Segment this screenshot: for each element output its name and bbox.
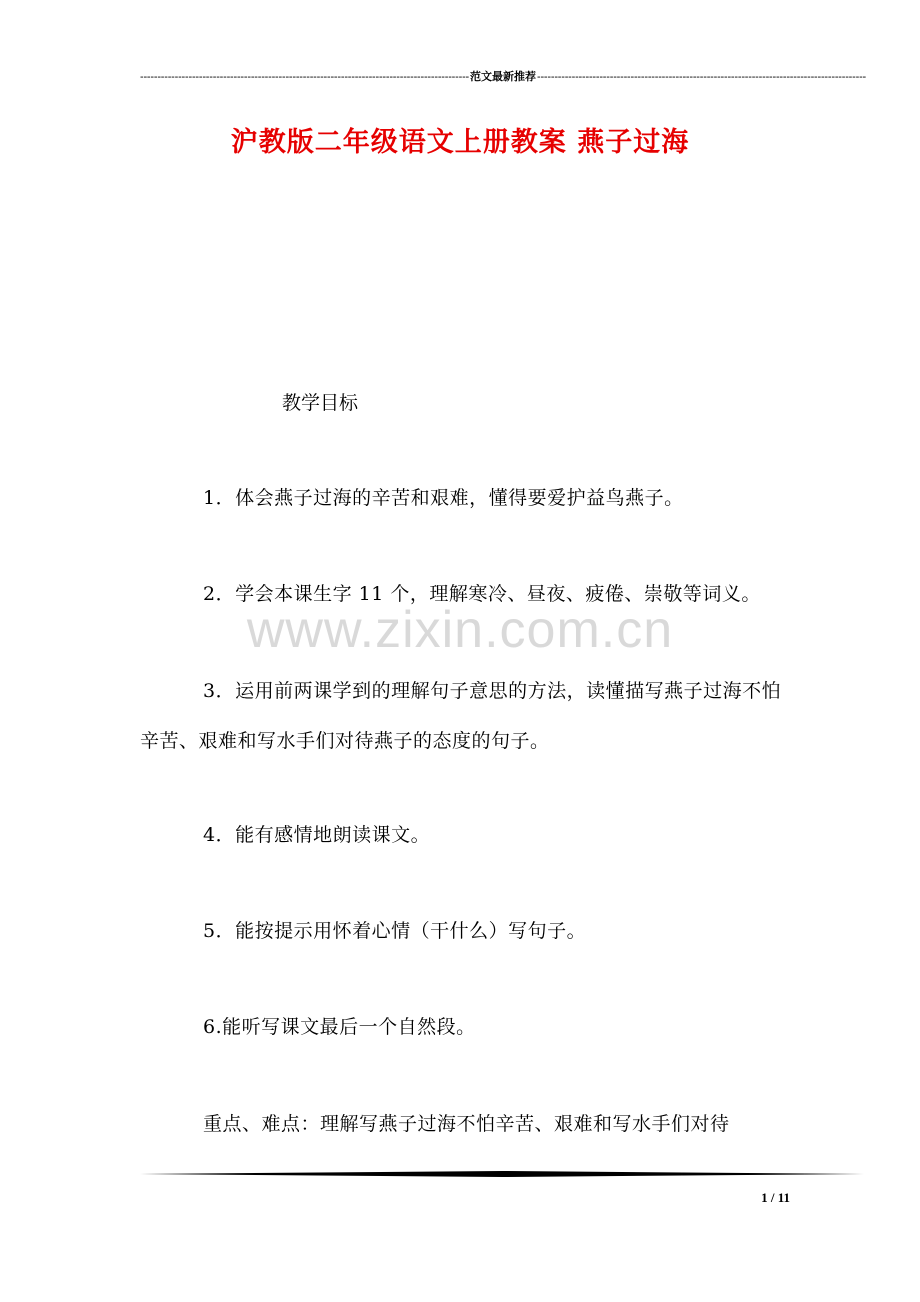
key-points: 重点、难点：理解写燕子过海不怕辛苦、艰难和写水手们对待: [203, 1113, 730, 1135]
footer-rule: [140, 1171, 864, 1177]
goal-item-2: 2．学会本课生字 11 个，理解寒冷、昼夜、疲倦、崇敬等词义。: [203, 583, 761, 605]
goal-item-3: 3．运用前两课学到的理解句子意思的方法，读懂描写燕子过海不怕辛苦、艰难和写水手们对待燕子的态度的句子。: [140, 680, 782, 752]
goal-item-6: 6.能听写课文最后一个自然段。: [203, 1016, 476, 1038]
goal-item-4: 4．能有感情地朗读课文。: [203, 824, 431, 846]
document-title: 沪教版二年级语文上册教案 燕子过海: [230, 127, 690, 158]
header-banner: [140, 68, 866, 86]
watermark: www.zixin.com.cn: [246, 601, 674, 659]
goal-heading: 教学目标: [282, 392, 359, 414]
header-dashes-left: -----------------------------------------------------------------------------------------------: [140, 71, 469, 83]
goal-item-1: 1．体会燕子过海的辛苦和艰难，懂得要爱护益鸟燕子。: [203, 487, 684, 509]
page-number: 1 / 11: [761, 1190, 790, 1205]
header-dashes-right: -----------------------------------------------------------------------------------------------: [537, 71, 866, 83]
goal-item-5: 5．能按提示用怀着心情（干什么）写句子。: [203, 920, 587, 942]
header-label: 范文最新推荐: [470, 71, 536, 83]
